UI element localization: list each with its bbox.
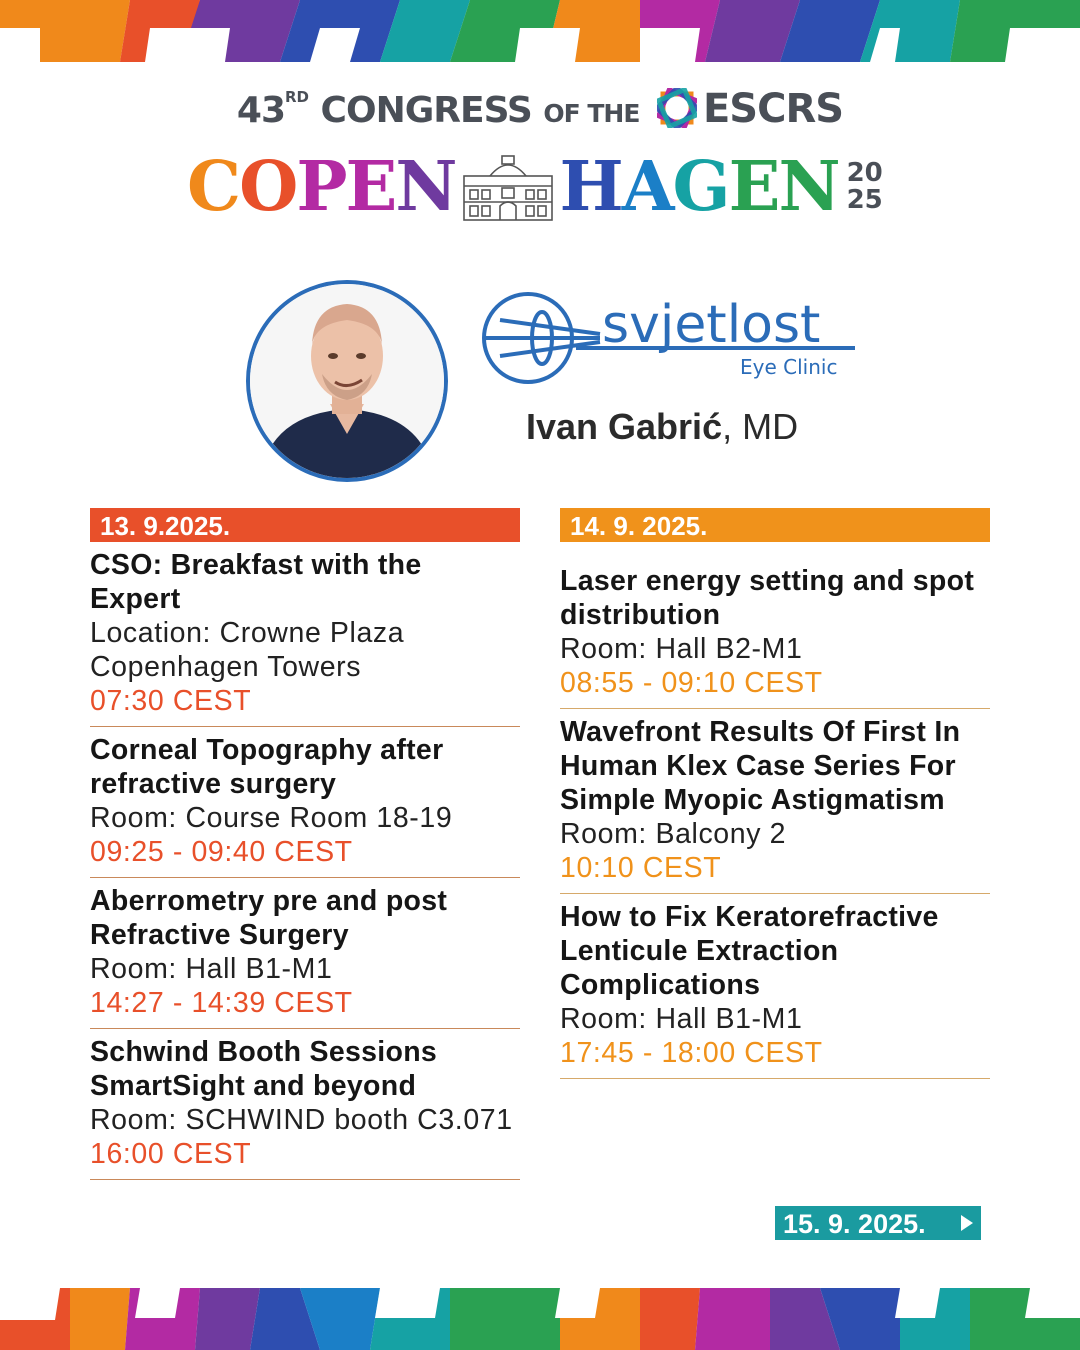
session-time: 17:45 - 18:00 CEST bbox=[560, 1037, 823, 1069]
top-color-band bbox=[0, 0, 1080, 62]
of-the-text: OF THE bbox=[543, 99, 640, 128]
city-letter: H bbox=[559, 147, 622, 227]
congress-number: 43 bbox=[236, 90, 285, 131]
year-top: 20 bbox=[846, 158, 883, 188]
session-time: 09:25 - 09:40 CEST bbox=[90, 836, 353, 868]
session-title: CSO: Breakfast with the Expert bbox=[90, 549, 422, 615]
date-header: 14. 9. 2025. bbox=[560, 508, 990, 542]
speaker-name bbox=[526, 406, 798, 448]
escrs-logo-icon bbox=[657, 88, 697, 128]
city-letter: N bbox=[778, 147, 839, 227]
date-header: 13. 9.2025. bbox=[90, 508, 520, 542]
bottom-color-band bbox=[0, 1288, 1080, 1350]
avatar bbox=[246, 280, 448, 482]
congress-heading bbox=[0, 86, 1080, 132]
session-title: Laser energy setting and spot distribution bbox=[560, 565, 975, 631]
congress-word: CONGRESS bbox=[309, 90, 544, 131]
session-time: 10:10 CEST bbox=[560, 852, 722, 884]
session-title: How to Fix Keratorefractive Lenticule Extraction Complications bbox=[560, 901, 939, 1001]
eye-logo-icon bbox=[480, 290, 860, 390]
building-icon bbox=[460, 152, 556, 222]
year-stack bbox=[847, 160, 883, 214]
session-location: Room: Balcony 2 bbox=[560, 818, 787, 850]
session-item[interactable] bbox=[560, 542, 990, 709]
city-letter: O bbox=[239, 147, 297, 227]
session-location: Location: Crowne Plaza Copenhagen Towers bbox=[90, 617, 405, 683]
next-day-button[interactable] bbox=[775, 1206, 981, 1240]
session-item[interactable] bbox=[90, 542, 520, 727]
clinic-logo bbox=[480, 290, 860, 390]
next-day-label: 15. 9. 2025. bbox=[783, 1209, 926, 1239]
city-letter: E bbox=[728, 147, 779, 227]
session-title: Wavefront Results Of First In Human Klex Case Series For Simple Myopic Astigmatism bbox=[560, 716, 961, 816]
session-location: Room: Course Room 18-19 bbox=[90, 802, 453, 834]
clinic-name: svjetlost bbox=[602, 295, 821, 355]
session-title: Corneal Topography after refractive surgery bbox=[90, 734, 444, 800]
day-column-2 bbox=[560, 508, 990, 1079]
speaker-title: , MD bbox=[722, 406, 799, 447]
clinic-subtitle: Eye Clinic bbox=[740, 355, 838, 379]
session-title: Aberrometry pre and post Refractive Surgery bbox=[90, 885, 448, 951]
play-arrow-icon bbox=[961, 1215, 973, 1231]
city-letter: P bbox=[296, 147, 346, 227]
city-letter: C bbox=[187, 147, 240, 227]
escrs-text: ESCRS bbox=[702, 86, 844, 132]
day-column-1 bbox=[90, 508, 520, 1180]
session-title: Schwind Booth Sessions SmartSight and beyond bbox=[90, 1036, 438, 1102]
speaker-photo bbox=[250, 284, 444, 478]
city-title bbox=[187, 142, 883, 232]
congress-suffix: RD bbox=[285, 88, 310, 106]
city-letter: A bbox=[621, 147, 673, 227]
city-letter: E bbox=[345, 147, 396, 227]
session-time: 08:55 - 09:10 CEST bbox=[560, 667, 823, 699]
session-location: Room: Hall B2-M1 bbox=[560, 633, 803, 665]
session-time: 14:27 - 14:39 CEST bbox=[90, 987, 353, 1019]
session-location: Room: Hall B1-M1 bbox=[90, 953, 333, 985]
session-item[interactable] bbox=[90, 727, 520, 878]
year-bottom: 25 bbox=[846, 185, 883, 215]
session-item[interactable] bbox=[90, 1029, 520, 1180]
session-item[interactable] bbox=[560, 709, 990, 894]
city-letter: N bbox=[395, 147, 456, 227]
session-item[interactable] bbox=[560, 894, 990, 1079]
session-time: 16:00 CEST bbox=[90, 1138, 252, 1170]
session-location: Room: Hall B1-M1 bbox=[560, 1003, 803, 1035]
session-time: 07:30 CEST bbox=[90, 685, 252, 717]
session-location: Room: SCHWIND booth C3.071 bbox=[90, 1104, 513, 1136]
city-letter: G bbox=[672, 147, 729, 227]
speaker-name-text: Ivan Gabrić bbox=[526, 406, 723, 447]
session-item[interactable] bbox=[90, 878, 520, 1029]
